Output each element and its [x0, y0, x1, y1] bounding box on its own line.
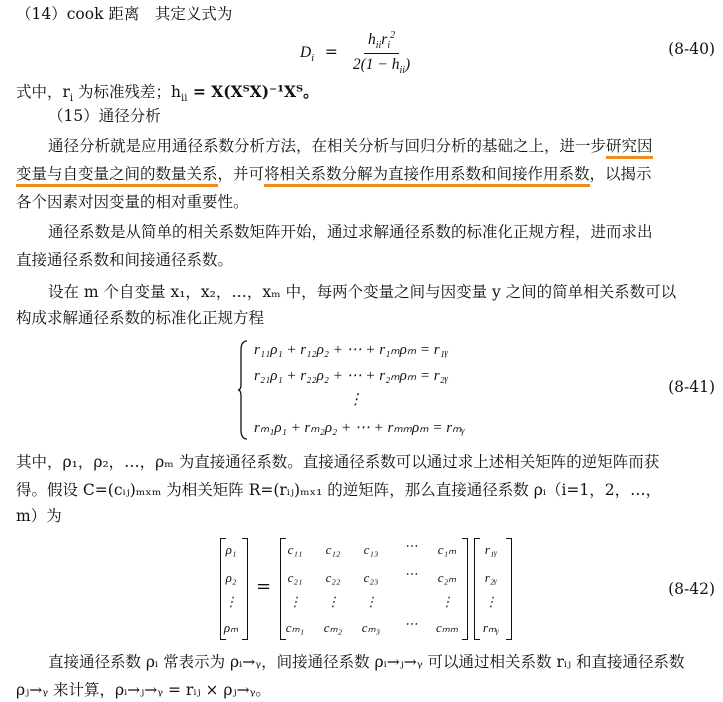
equation-number-8-41: (8-41) — [668, 378, 715, 396]
para5-line1: 直接通径系数 ρᵢ 常表示为 ρᵢ→ᵧ，间接通径系数 ρᵢ→ⱼ→ᵧ 可以通过相关系数 rᵢⱼ 和直接通径系数 — [48, 653, 685, 671]
para1-line3: 各个因素对因变量的相对重要性。 — [16, 193, 249, 211]
rho-m: ρₘ — [223, 620, 239, 635]
equation-8-42 — [0, 538, 723, 642]
highlight-underline-3: 将相关系数分解为直接作用系数和间接作用系数 — [264, 165, 590, 187]
c-cell: ⋮ — [364, 594, 378, 609]
c-cell: c₁₃ — [363, 542, 379, 557]
equation-number-8-40: (8-40) — [668, 40, 715, 58]
section-15-heading: （15）通径分析 — [48, 107, 161, 125]
para1-line1: 通径分析就是应用通径系数分析方法，在相关分析与回归分析的基础之上，进一步研究因 — [48, 136, 717, 156]
rho-1: ρ₁ — [225, 542, 237, 557]
para4-line3: m）为 — [16, 507, 62, 525]
equation-8-40: $D_i$ = $\frac{h_{ii}r_i^2}{2(1 - h_{ii})}$ — [300, 30, 411, 76]
c-cell: c₂₁ — [287, 570, 303, 585]
c-cell: ⋮ — [288, 594, 302, 609]
r-2y: r₂ᵧ — [484, 570, 498, 585]
left-brace — [238, 340, 248, 440]
system-row-1: r₁₁ρ₁ + r₁₂ρ₂ + ⋯ + r₁ₘρₘ = r₁ᵧ — [254, 342, 449, 358]
c-cell: cₘₘ — [436, 620, 458, 635]
c-bracket-right — [462, 538, 468, 640]
equation-8-41 — [238, 340, 498, 440]
highlight-underline-2: 变量与自变量之间的数量关系 — [16, 165, 218, 187]
section-14-heading: （14）cook 距离 其定义式为 — [16, 5, 233, 23]
para4-line1: 其中，ρ₁，ρ₂，…，ρₘ 为直接通径系数。直接通径系数可以通过求上述相关矩阵的逆矩阵而获 — [16, 453, 660, 471]
c-cell: cₘ₁ — [285, 620, 305, 635]
system-row-3: ⋮ — [348, 392, 363, 408]
equals-sign: = — [256, 576, 272, 597]
c-cell: c₁₂ — [325, 542, 341, 557]
c-cell: c₂ₘ — [437, 570, 457, 585]
para3-line2: 构成求解通径系数的标准化正规方程 — [16, 309, 265, 327]
rho-dots: ⋮ — [224, 594, 238, 609]
c-cell: ⋮ — [440, 594, 454, 609]
para1-line2: 变量与自变量之间的数量关系，并可将相关系数分解为直接作用系数和间接作用系数，以揭示 — [16, 164, 717, 184]
c-cell: ⋮ — [326, 594, 340, 609]
highlight-underline-1: 研究因 — [606, 137, 653, 159]
c-cell: c₁₁ — [287, 542, 303, 557]
c-cell: cₘ₂ — [323, 620, 343, 635]
rho-2: ρ₂ — [225, 570, 237, 585]
r-1y: r₁ᵧ — [484, 542, 498, 557]
r-my: rₘᵧ — [482, 620, 500, 635]
c-cell: c₁ₘ — [437, 542, 457, 557]
para3-line1: 设在 m 个自变量 x₁，x₂，…，xₘ 中，每两个变量之间与因变量 y 之间的简单相关系数可以 — [48, 283, 677, 301]
para2-line1: 通径系数是从简单的相关系数矩阵开始，通过求解通径系数的标准化正规方程，进而求出 — [48, 223, 653, 241]
para4-line2: 得。假设 C=(cᵢⱼ)ₘₓₘ 为相关矩阵 R=(rᵢⱼ)ₘₓ₁ 的逆矩阵，那么直接通径系数 ρᵢ（i=1，2，…， — [16, 481, 662, 499]
c-cell: ⋯ — [404, 538, 418, 553]
c-cell: c₂₃ — [363, 570, 379, 585]
para5-line2: ρⱼ→ᵧ 来计算，ρᵢ→ⱼ→ᵧ = rᵢⱼ × ρⱼ→ᵧ。 — [16, 681, 271, 699]
para2-line2: 直接通径系数和间接通径系数。 — [16, 251, 234, 269]
r-dots: ⋮ — [484, 594, 498, 609]
system-row-2: r₂₁ρ₁ + r₂₂ρ₂ + ⋯ + r₂ₘρₘ = r₂ᵧ — [254, 368, 449, 384]
c-cell: ⋯ — [404, 616, 418, 631]
definition-line: 式中，$r_i$ 为标准残差；$h_{ii}$ = X(XᵀX)⁻¹Xᵀ。 — [16, 82, 319, 104]
r-bracket-right — [506, 538, 512, 640]
c-cell: c₂₂ — [325, 570, 341, 585]
c-cell: ⋯ — [404, 566, 418, 581]
c-cell: cₘ₃ — [361, 620, 381, 635]
equation-number-8-42: (8-42) — [668, 580, 715, 598]
system-row-4: rₘ₁ρ₁ + rₘ₂ρ₂ + ⋯ + rₘₘρₘ = rₘᵧ — [254, 420, 465, 436]
